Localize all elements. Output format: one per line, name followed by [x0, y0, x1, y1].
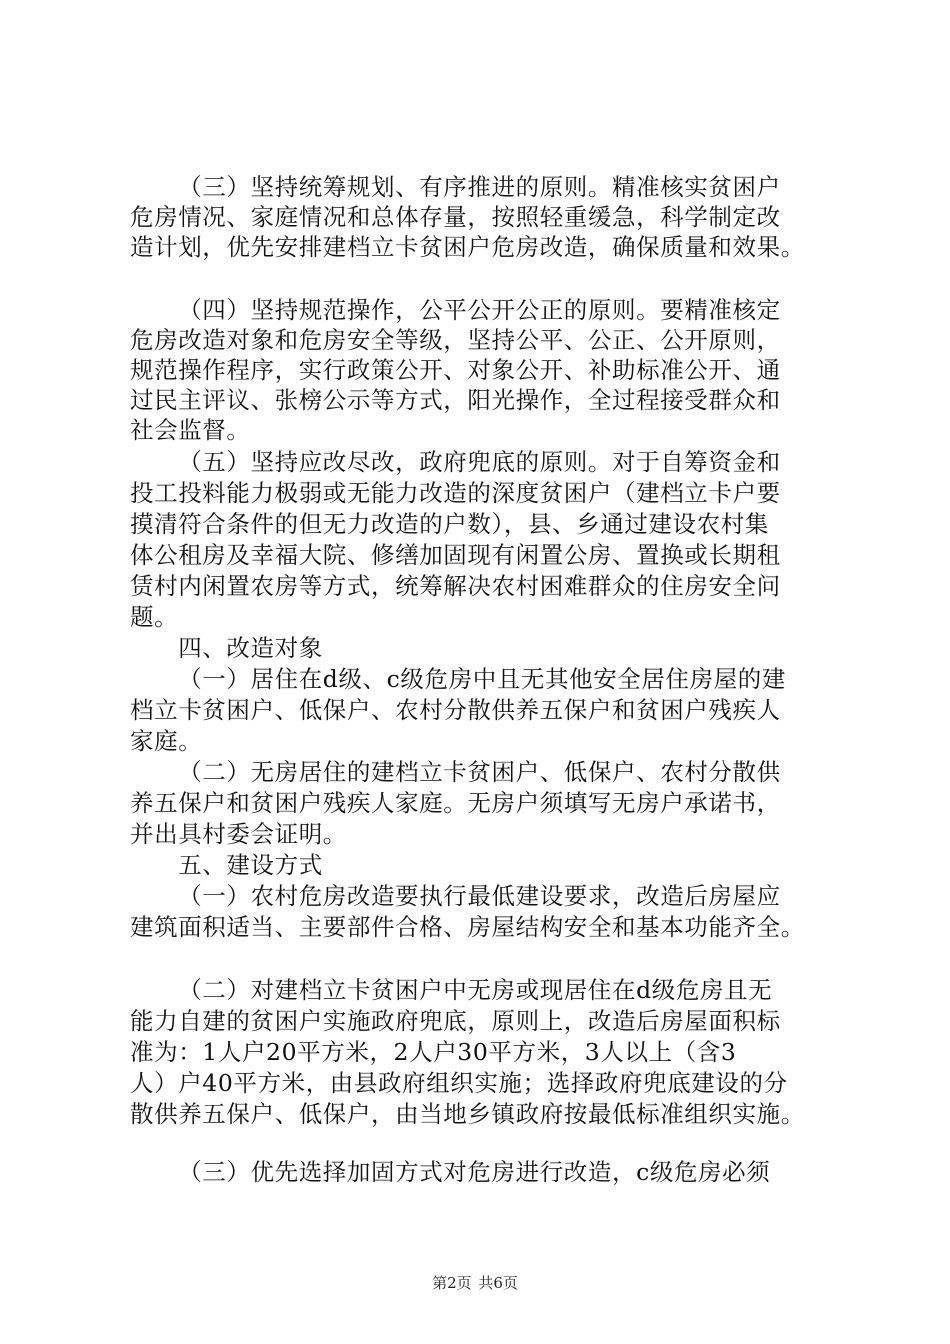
body-text-line: 投工投料能力极弱或无能力改造的深度贫困户（建档立卡户要	[130, 479, 781, 507]
body-text-line: 危房改造对象和危房安全等级，坚持公平、公正、公开原则，	[130, 326, 781, 354]
body-text-line: （三）优先选择加固方式对危房进行改造，c级危房必须	[130, 1158, 771, 1186]
body-text-line: （一）农村危房改造要执行最低建设要求，改造后房屋应	[130, 882, 781, 910]
body-text-line: （四）坚持规范操作，公平公开公正的原则。要精准核定	[130, 296, 781, 324]
body-text-line: 题。	[130, 603, 179, 631]
body-text-line: （二）无房居住的建档立卡贫困户、低保户、农村分散供	[130, 758, 781, 786]
body-text-line: 造计划，优先安排建档立卡贫困户危房改造，确保质量和效果。	[130, 233, 805, 261]
body-text-line: 建筑面积适当、主要部件合格、房屋结构安全和基本功能齐全。	[130, 913, 805, 941]
body-text-line: 养五保户和贫困户残疾人家庭。无房户须填写无房户承诺书，	[130, 789, 781, 817]
body-text-line: 散供养五保户、低保户，由当地乡镇政府按最低标准组织实施。	[130, 1100, 805, 1128]
section-heading: 四、改造对象	[130, 634, 323, 662]
page-footer	[0, 1273, 950, 1293]
section-heading: 五、建设方式	[130, 851, 323, 879]
body-text-line: 摸清符合条件的但无力改造的户数），县、乡通过建设农村集	[130, 510, 769, 538]
body-text-line: 能力自建的贫困户实施政府兜底，原则上，改造后房屋面积标	[130, 1007, 781, 1035]
body-text-line: 准为：1人户20平方米，2人户30平方米，3人以上（含3	[130, 1038, 737, 1066]
body-text-line: 社会监督。	[130, 416, 251, 444]
page-number: 第2页	[432, 1274, 472, 1292]
body-text-line: （五）坚持应改尽改，政府兜底的原则。对于自筹资金和	[130, 448, 781, 476]
body-text-line: 档立卡贫困户、低保户、农村分散供养五保户和贫困户残疾人	[130, 696, 781, 724]
body-text-line: （一）居住在d级、c级危房中且无其他安全居住房屋的建	[130, 665, 787, 693]
body-text-line: （三）坚持统筹规划、有序推进的原则。精准核实贫困户	[130, 173, 781, 201]
body-text-line: 人）户40平方米，由县政府组织实施；选择政府兜底建设的分	[130, 1069, 788, 1097]
page-total: 共6页	[478, 1274, 518, 1292]
body-text-line: （二）对建档立卡贫困户中无房或现居住在d级危房且无	[130, 976, 773, 1004]
body-text-line: 规范操作程序，实行政策公开、对象公开、补助标准公开、通	[130, 356, 781, 384]
body-text-line: 体公租房及幸福大院、修缮加固现有闲置公房、置换或长期租	[130, 541, 781, 569]
body-text-line: 危房情况、家庭情况和总体存量，按照轻重缓急，科学制定改	[130, 203, 781, 231]
body-text-line: 并出具村委会证明。	[130, 820, 347, 848]
body-text-line: 过民主评议、张榜公示等方式，阳光操作，全过程接受群众和	[130, 386, 781, 414]
body-text-line: 赁村内闲置农房等方式，统筹解决农村困难群众的住房安全问	[130, 572, 781, 600]
body-text-line: 家庭。	[130, 727, 203, 755]
